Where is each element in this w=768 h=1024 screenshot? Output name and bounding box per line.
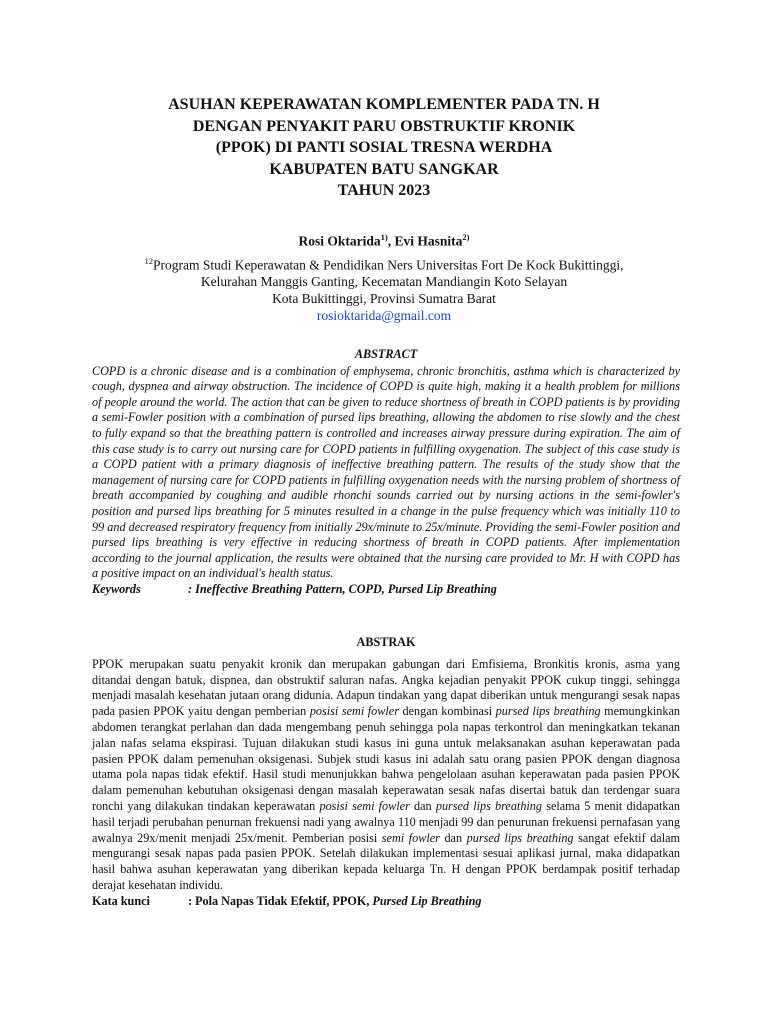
affiliation-sup: 12 — [144, 255, 153, 266]
abstrak-italic-term: pursed lips breathing — [435, 798, 542, 813]
abstrak-text: sangat efektif dalam mengurangi sesak napas pada pasien PPOK. Setelah dilakukan implementasi sesuai aplikasi jurnal, maka didapatkan hasil bahwa asuhan keperawatan yang diberikan kepada keluarga Tn. H dengan PPOK berdampak positif terhadap derajat kesehatan individu. — [92, 830, 680, 892]
abstract-body: COPD is a chronic disease and is a combination of emphysema, chronic bronchitis, asthma which is characterized by cough, dyspnea and airway obstruction. The incidence of COPD is quite high, making it a health problem for millions of people around the world. The action that can be given to reduce shortness of breath in COPD patients is by providing a semi-Fowler position with a combination of pursed lips breathing, allowing the abdomen to rise slowly and the chest to fully expand so that the breathing pattern is controlled and increases airway pressure during expiration. The aim of this case study is to carry out nursing care for COPD patients in fulfilling oxygenation. The subject of this case study is a COPD patient with a primary diagnosis of ineffective breathing pattern. The results of the study show that the management of nursing care for COPD patients in fulfilling oxygenation needs with the nursing problem of shortness of breath accompanied by coughing and audible rhonchi sounds carried out by nursing actions in the semi-fowler's position and pursed lips breathing for 5 minutes resulted in a change in the pulse frequency which was initially 110 to 99 and decreased respiratory frequency from initially 29x/minute to 25x/minute. Providing the semi-Fowler position and pursed lips breathing is very effective in reducing shortness of breath in COPD patients. After implementation according to the journal application, the results were obtained that the nursing care provided to Mr. H with COPD has a positive impact on an individual's health status. — [92, 363, 680, 581]
keywords-label: Keywords — [92, 581, 141, 596]
keywords-row — [92, 582, 680, 598]
abstrak-text: dan — [409, 798, 436, 813]
author-1: Rosi Oktarida — [298, 233, 381, 249]
kata-kunci-prefix: : Pola Napas Tidak Efektif, PPOK, — [188, 893, 373, 908]
author-separator: , — [387, 233, 395, 249]
abstrak-text: selama 5 menit didapatkan hasil terjadi perubahan penurnan frekuensi nadi yang awalnya 110 menjadi 99 dan penurunan frekuensi pernafasan yang awalnya 29x/menit menjadi 25x/menit. Pemberian posisi — [92, 798, 680, 845]
abstract-indonesian — [92, 635, 680, 910]
abstrak-heading: ABSTRAK — [356, 635, 416, 649]
abstrak-text: dengan kombinasi — [398, 704, 496, 719]
abstrak-italic-term: pursed lips breathing — [466, 830, 574, 845]
author-2: Evi Hasnita — [394, 233, 463, 249]
title-line: TAHUN 2023 — [337, 182, 431, 199]
author-2-sup: 2) — [462, 232, 470, 242]
kata-kunci-row — [92, 894, 680, 910]
abstract-heading: ABSTRACT — [354, 347, 418, 361]
kata-kunci-label: Kata kunci — [92, 893, 150, 908]
title-line: DENGAN PENYAKIT PARU OBSTRUKTIF KRONIK — [192, 117, 576, 135]
affiliation-line: Kelurahan Manggis Ganting, Kecematan Mandiangin Koto Selayan — [200, 274, 568, 289]
keywords-text: : Ineffective Breathing Pattern, COPD, Pursed Lip Breathing — [188, 581, 497, 596]
abstrak-body — [92, 657, 680, 894]
abstrak-text: dan — [439, 830, 467, 845]
title-line: ASUHAN KEPERAWATAN KOMPLEMENTER PADA TN. H — [168, 96, 600, 113]
abstrak-italic-term: posisi semi fowler — [309, 704, 399, 719]
affiliation-text: Program Studi Keperawatan & Pendidikan Ners Universitas Fort De Kock Bukittinggi, — [152, 257, 624, 272]
abstract-english — [92, 347, 680, 598]
abstrak-italic-term: posisi semi fowler — [319, 798, 410, 813]
kata-kunci-text — [188, 894, 481, 910]
affiliation-line: Kota Bukittinggi, Provinsi Sumatra Barat — [272, 291, 496, 306]
kata-kunci-italic: Pursed Lip Breathing — [372, 893, 482, 908]
abstrak-text: memungkinkan abdomen terangkat perlahan dan dada mengembang penuh sehingga pola napas terkontrol dan meningkatkan tekanan jalan nafas selama ekspirasi. Tujuan dilakukan studi kasus ini guna untuk melaksanakan asuhan keperawatan pada pasien PPOK dalam pemenuhan oksigenasi. Subjek studi kasus ini adalah satu orang pasien PPOK dengan diagnosa utama pola napas tidak efektif. Hasil studi menunjukkan bahwa pengelolaan asuhan keperawatan pada pasien PPOK dalam pemenuhan kebutuhan oksigenasi dengan masalah keperawatan sesak nafas disertai batuk dan terdengar suara ronchi yang dilakukan tindakan keperawatan — [92, 704, 680, 813]
author-1-sup: 1) — [380, 232, 388, 242]
title-line: (PPOK) DI PANTI SOSIAL TRESNA WERDHA — [215, 139, 553, 156]
affiliation-line — [0, 253, 768, 274]
author-names — [0, 229, 768, 250]
abstrak-text: PPOK merupakan suatu penyakit kronik dan merupakan gabungan dari Emfisiema, Bronkitis kronis, asma yang ditandai dengan batuk, dispnea, dan obstruktif saluran nafas. Angka kejadian penyakit PPOK cukup tinggi, sehingga menjadi masalah kesehatan jutaan orang didunia. Adapun tindakan yang dapat diberikan untuk mengurangi sesak napas pada pasien PPOK yaitu dengan pemberian — [92, 656, 680, 719]
author-email-link[interactable]: rosioktarida@gmail.com — [316, 308, 452, 323]
paper-title — [0, 94, 768, 202]
title-line: KABUPATEN BATU SANGKAR — [269, 160, 499, 178]
author-block — [0, 229, 768, 324]
abstrak-italic-term: pursed lips breathing — [495, 704, 601, 719]
abstrak-italic-term: semi fowler — [381, 830, 440, 845]
